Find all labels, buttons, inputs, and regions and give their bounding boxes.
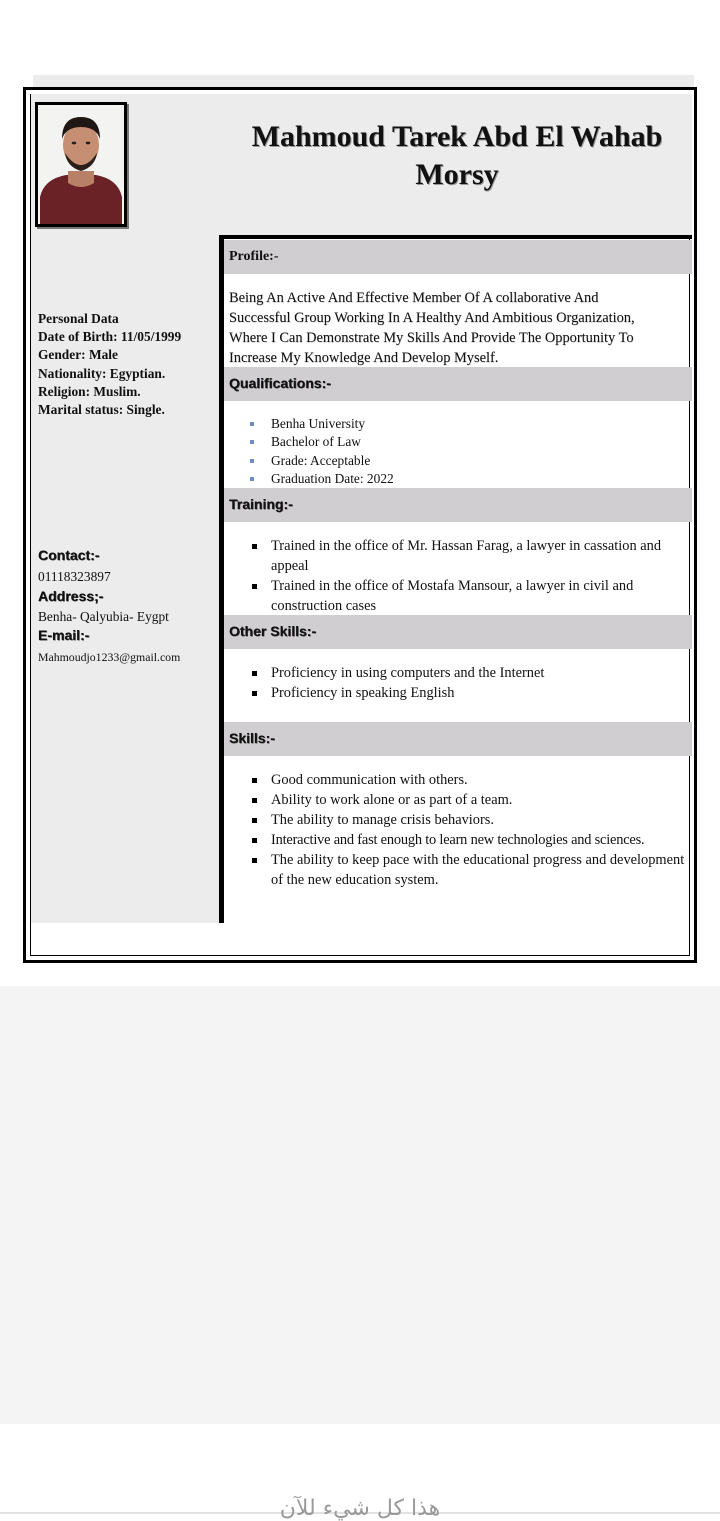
training-title: Training:- <box>229 496 293 512</box>
list-item: Trained in the office of Mr. Hassan Farag, a lawyer in cassation and appeal <box>250 536 686 576</box>
personal-data-block <box>38 310 181 419</box>
list-item: Benha University <box>250 415 394 433</box>
skills-title: Skills:- <box>229 730 275 746</box>
profile-line: Successful Group Working In A Healthy And Ambitious Organization, <box>229 310 635 326</box>
profile-text <box>229 288 681 368</box>
other-skills-title: Other Skills:- <box>229 623 317 639</box>
email-heading: E-mail:- <box>38 627 90 643</box>
qualifications-title: Qualifications:- <box>229 375 331 391</box>
address-heading: Address;- <box>38 588 104 604</box>
list-item: Grade: Acceptable <box>250 452 394 470</box>
contact-heading: Contact:- <box>38 547 100 563</box>
list-item: The ability to keep pace with the educational progress and development of the new education system. <box>250 850 686 890</box>
section-divider-vertical <box>219 235 224 923</box>
date-of-birth: Date of Birth: 11/05/1999 <box>38 329 182 345</box>
skills-list <box>250 770 686 890</box>
profile-line: Increase My Knowledge And Develop Myself. <box>229 350 499 366</box>
gender: Gender: Male <box>38 347 118 363</box>
email-address: Mahmoudjo1233@gmail.com <box>38 650 181 664</box>
profile-line: Being An Active And Effective Member Of A collaborative And <box>229 290 599 306</box>
list-item: Trained in the office of Mostafa Mansour, a lawyer in civil and construction cases <box>250 576 686 616</box>
profile-bar <box>224 240 692 274</box>
address-value: Benha- Qalyubia- Eygpt <box>38 609 169 624</box>
list-item: Graduation Date: 2022 <box>250 470 394 488</box>
phone-number: 01118323897 <box>38 569 111 584</box>
nationality: Nationality: Egyptian. <box>38 365 166 381</box>
training-bar <box>224 488 692 522</box>
profile-line: Where I Can Demonstrate My Skills And Provide The Opportunity To <box>229 330 634 346</box>
qualifications-list <box>250 415 394 488</box>
profile-photo <box>35 102 127 227</box>
section-divider-horizontal <box>219 235 692 239</box>
list-item: Ability to work alone or as part of a team. <box>250 790 686 810</box>
profile-title: Profile:- <box>229 249 279 264</box>
empty-page-area <box>0 986 720 1424</box>
resume-name <box>230 118 684 194</box>
list-item: Proficiency in using computers and the Internet <box>250 663 686 683</box>
list-item: Proficiency in speaking English <box>250 683 686 703</box>
training-list <box>250 536 686 616</box>
other-skills-list <box>250 663 686 703</box>
list-item: Interactive and fast enough to learn new technologies and sciences. <box>250 830 686 850</box>
end-of-content-label: هذا كل شيء للآن <box>279 1496 441 1521</box>
list-item: The ability to manage crisis behaviors. <box>250 810 686 830</box>
skills-bar <box>224 722 692 756</box>
personal-data-heading: Personal Data <box>38 311 119 326</box>
list-item: Good communication with others. <box>250 770 686 790</box>
marital-status: Marital status: Single. <box>38 402 165 418</box>
religion: Religion: Muslim. <box>38 383 141 399</box>
name-line-1: Mahmoud Tarek Abd El Wahab <box>251 120 663 153</box>
name-line-2: Morsy <box>415 158 499 191</box>
list-item: Bachelor of Law <box>250 433 394 451</box>
